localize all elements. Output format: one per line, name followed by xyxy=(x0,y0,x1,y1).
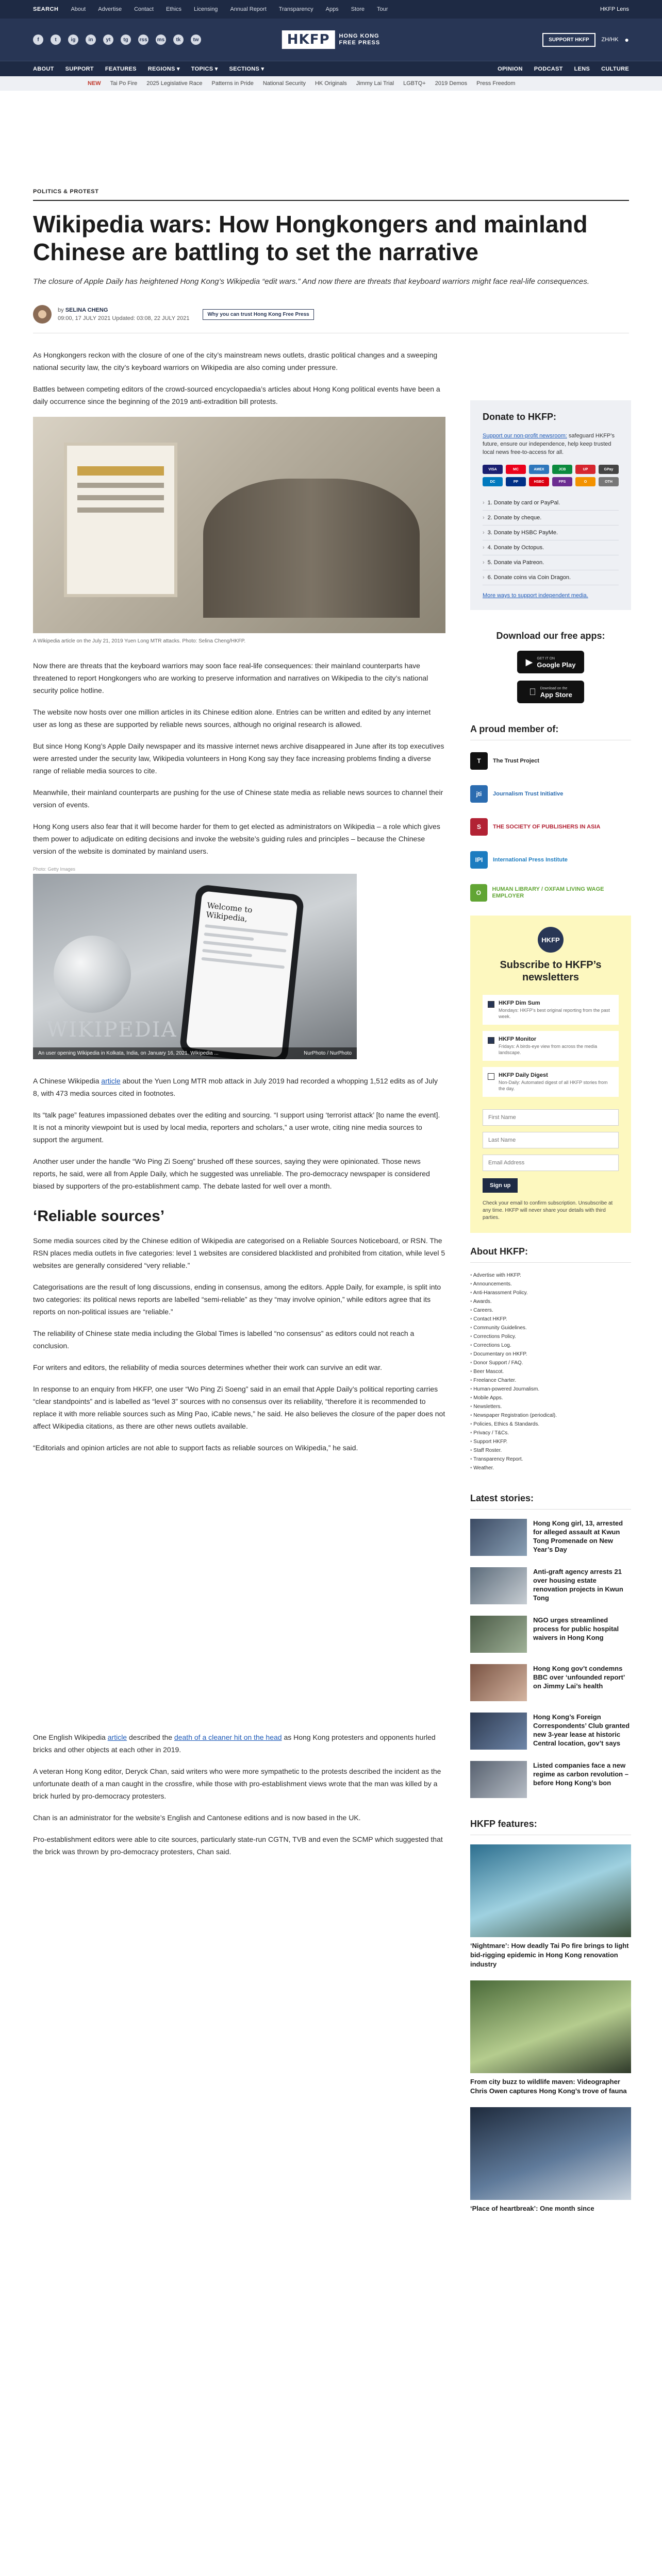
trending-link[interactable]: National Security xyxy=(262,80,306,87)
support-hkfp-button[interactable]: SUPPORT HKFP xyxy=(542,33,595,47)
app-store-button[interactable] xyxy=(517,681,584,703)
social-links xyxy=(33,35,201,45)
donate-option[interactable] xyxy=(483,511,619,526)
donate-option-label: 3. Donate by HSBC PayMe. xyxy=(487,530,558,536)
trending-link[interactable]: HK Originals xyxy=(315,80,347,87)
about-link[interactable]: • Freelance Charter. xyxy=(470,1376,631,1385)
memberships-widget xyxy=(470,724,631,903)
about-link[interactable]: • Corrections Log. xyxy=(470,1341,631,1350)
member-trust-project[interactable] xyxy=(470,751,631,771)
byline-text xyxy=(58,306,189,323)
email-field[interactable] xyxy=(483,1155,619,1171)
text-run: One English Wikipedia xyxy=(33,1733,108,1741)
feature-item[interactable] xyxy=(470,1844,631,1969)
feature-headline: From city buzz to wildlife maven: Videographer Chris Owen captures Hong Kong’s trove of fauna xyxy=(470,2078,627,2095)
donate-intro-link[interactable]: Support our non-profit newsroom: xyxy=(483,433,567,439)
first-name-field[interactable] xyxy=(483,1109,619,1126)
store-big: App Store xyxy=(536,691,569,699)
member-name: THE SOCIETY OF PUBLISHERS IN ASIA xyxy=(493,823,601,830)
donate-widget xyxy=(470,400,631,610)
photo-figures xyxy=(203,479,420,618)
trending-link[interactable]: Patterns in Pride xyxy=(211,80,254,87)
story-headline: Listed companies face a new regime as carbon revolution – before Hong Kong’s bon xyxy=(533,1761,628,1787)
feature-item[interactable] xyxy=(470,2107,631,2213)
about-link[interactable]: • Newspaper Registration (periodical). xyxy=(470,1411,631,1420)
about-link[interactable]: • Newsletters. xyxy=(470,1402,631,1411)
header-actions xyxy=(542,33,629,47)
top-link[interactable]: Tour xyxy=(376,6,388,12)
sidebar xyxy=(470,349,631,2225)
member-ipi[interactable] xyxy=(470,850,631,870)
about-list xyxy=(470,1271,631,1472)
trending-link[interactable]: Press Freedom xyxy=(476,80,516,87)
paragraph: Battles between competing editors of the crowd-sourced encyclopaedia’s articles about Hong Kong political events have been a daily occurrence since the beginning of the 2019 anti-extradition bill protests. xyxy=(33,385,440,405)
paragraph: Its “talk page” features impassioned debates over the editing and sourcing. “I support using ‘terrorist attack’ [to name the event]. It is not a minority viewpoint but is used by local media, reporters and scholars,” a user wrote, citing nine media sources to support the argument. xyxy=(33,1111,440,1144)
about-link[interactable]: • Support HKFP. xyxy=(470,1437,631,1446)
member-jti[interactable] xyxy=(470,784,631,804)
chevron-right-icon: › xyxy=(483,515,485,521)
about-link[interactable]: • Mobile Apps. xyxy=(470,1394,631,1402)
chevron-right-icon: › xyxy=(483,500,485,506)
twitter-icon[interactable]: t xyxy=(51,35,61,45)
about-link[interactable]: • Corrections Policy. xyxy=(470,1332,631,1341)
donate-intro xyxy=(483,432,619,456)
feature-headline: ‘Nightmare’: How deadly Tai Po fire brings to light bid-rigging epidemic in Hong Kong renovation industry xyxy=(470,1942,629,1968)
logo-wordmark xyxy=(339,33,380,46)
byline-prefix: by xyxy=(58,307,64,313)
trending-link[interactable]: 2025 Legislative Race xyxy=(146,80,203,87)
chevron-right-icon: › xyxy=(483,545,485,551)
story-headline: NGO urges streamlined process for public hospital waivers in Hong Kong xyxy=(533,1616,619,1641)
rss-icon[interactable]: rss xyxy=(138,35,148,45)
telegram-icon[interactable]: tg xyxy=(121,35,131,45)
story-headline: Hong Kong’s Foreign Correspondents’ Club granted new 3-year lease at historic Central location, gov’t says xyxy=(533,1713,630,1747)
paragraph: “Editorials and opinion articles are not able to support facts as reliable sources on Wikipedia,” he said. xyxy=(33,1444,358,1452)
newsletter-widget xyxy=(470,916,631,1233)
logo-line: FREE PRESS xyxy=(339,40,380,46)
story-thumbnail xyxy=(470,1616,527,1653)
store-small: Download on the xyxy=(536,687,564,690)
wikipedia-phone-photo[interactable] xyxy=(33,874,357,1059)
newsletter-name: HKFP Monitor xyxy=(499,1036,537,1042)
nav-about[interactable]: ABOUT xyxy=(33,65,54,72)
feature-headline: ‘Place of heartbreak’: One month since xyxy=(470,2205,594,2212)
paragraph: Categorisations are the result of long discussions, ending in consensus, among the editors. Apple Daily, for example, is split into two categories: its political news reports are labelled “semi-reliable” as they “may involve opinion,” while editors agree that its reports on non-political issues are “reliable.” xyxy=(33,1283,441,1316)
mastercard-icon: MC xyxy=(506,465,526,474)
latest-stories-widget xyxy=(470,1493,631,1798)
jti-icon: jti xyxy=(470,785,488,803)
features-title: HKFP features: xyxy=(470,1819,631,1835)
about-link[interactable]: • Awards. xyxy=(470,1297,631,1306)
paragraph: Another user under the handle “Wo Ping Zi Soeng” brushed off these sources, saying they were opinionated. Those news reports, he said, were all from Apple Daily, which he suggested was unreliable. The pro-democracy newspaper is considered biased by supporters of the pro-establishment camp. The debate lasted for well over a month. xyxy=(33,1157,430,1190)
memberships-title: A proud member of: xyxy=(470,724,631,740)
feature-item[interactable] xyxy=(470,1980,631,2096)
instagram-icon[interactable]: ig xyxy=(68,35,78,45)
donate-intro-text: safeguard HKFP’s future, ensure our independence, help keep trusted local news free-to-access for all. xyxy=(483,433,615,455)
donate-option[interactable] xyxy=(483,570,619,585)
oxfam-icon: O xyxy=(470,884,487,902)
donate-options xyxy=(483,496,619,585)
google-play-button[interactable] xyxy=(517,651,584,673)
ipi-icon: IPI xyxy=(470,851,488,869)
nav-lens[interactable]: LENS xyxy=(574,65,590,72)
top-link[interactable]: Ethics xyxy=(166,6,181,12)
content-columns xyxy=(33,349,629,2225)
top-link[interactable]: Licensing xyxy=(193,6,218,12)
donate-option[interactable] xyxy=(483,496,619,511)
about-link[interactable]: • Privacy / T&Cs. xyxy=(470,1429,631,1437)
chevron-right-icon: › xyxy=(483,560,485,566)
linkedin-icon[interactable]: in xyxy=(86,35,96,45)
apple-icon xyxy=(529,687,536,698)
about-link[interactable]: • Policies, Ethics & Standards. xyxy=(470,1420,631,1429)
tiktok-icon[interactable]: tk xyxy=(173,35,184,45)
photo-caption: A Wikipedia article on the July 21, 2019 Yuen Long MTR attacks. Photo: Selina Cheng/HKFP. xyxy=(33,638,246,644)
byline xyxy=(33,305,629,333)
store-big: Google Play xyxy=(537,661,576,669)
story-thumbnail xyxy=(470,1567,527,1604)
story-item[interactable] xyxy=(470,1761,631,1798)
phone-screen xyxy=(186,891,298,1058)
trust-link[interactable]: Why you can trust Hong Kong Free Press xyxy=(203,309,313,320)
article-link[interactable]: death of a cleaner hit on the head xyxy=(174,1733,282,1741)
amex-icon: AMEX xyxy=(529,465,549,474)
about-link[interactable]: • Staff Roster. xyxy=(470,1446,631,1455)
newsletter-name: HKFP Dim Sum xyxy=(499,1000,540,1006)
nav-podcast[interactable]: PODCAST xyxy=(534,65,563,72)
embedded-getty-image xyxy=(33,867,357,1059)
about-link[interactable]: • Beer Mascot. xyxy=(470,1367,631,1376)
divider xyxy=(33,200,629,201)
more-ways-link[interactable]: More ways to support independent media. xyxy=(483,592,588,599)
member-name: International Press Institute xyxy=(493,856,568,863)
diners-icon: DC xyxy=(483,477,503,486)
site-header xyxy=(0,19,662,61)
nav-sections[interactable]: SECTIONS ▾ xyxy=(229,66,264,72)
main-nav xyxy=(0,61,662,76)
octopus-icon: O xyxy=(575,477,595,486)
image-credit: Photo: Getty Images xyxy=(33,867,76,872)
paragraph xyxy=(33,1075,445,1099)
top-links xyxy=(33,6,388,12)
top-link[interactable]: Transparency xyxy=(278,6,313,12)
top-link[interactable]: About xyxy=(71,6,86,12)
top-link[interactable]: Store xyxy=(351,6,365,12)
search-link[interactable]: SEARCH xyxy=(33,6,59,12)
newsletter-option[interactable] xyxy=(483,995,619,1025)
top-link[interactable]: Contact xyxy=(134,6,154,12)
paragraph: Meanwhile, their mainland counterparts are pushing for the use of Chinese state media as reliable news sources to channel their version of events. xyxy=(33,788,443,809)
donate-option-label: 5. Donate via Patreon. xyxy=(487,560,544,566)
section-heading: ‘Reliable sources’ xyxy=(33,1208,165,1225)
member-name: HUMAN LIBRARY / OXFAM LIVING WAGE EMPLOYER xyxy=(492,886,604,899)
story-item[interactable] xyxy=(470,1567,631,1604)
mastodon-icon[interactable]: ms xyxy=(156,35,166,45)
newsletter-desc: Fridays: A birds-eye view from across the media landscape. xyxy=(499,1044,598,1055)
apps-widget xyxy=(470,631,631,703)
newsletter-title: Subscribe to HKFP’s newsletters xyxy=(500,959,602,983)
phone-graphic xyxy=(179,884,304,1059)
about-link[interactable]: • Weather. xyxy=(470,1464,631,1472)
donate-option[interactable] xyxy=(483,526,619,540)
donate-option-label: 1. Donate by card or PayPal. xyxy=(487,500,560,506)
nav-opinion[interactable]: OPINION xyxy=(498,65,523,72)
paragraph: Pro-establishment editors were able to cite sources, particularly state-run CGTN, TVB and even the SCMP which suggested that the brick was thrown by pro-democracy protesters, Chan said. xyxy=(33,1835,443,1856)
other-payment-icon: OTH xyxy=(599,477,619,486)
paragraph: The website now hosts over one million articles in its Chinese edition alone. Entries can be written and edited by any internet user as long as these are supported by reliable news sources, although no original research is allowed. xyxy=(33,708,431,728)
article-standfirst: The closure of Apple Daily has heightened Hong Kong’s Wikipedia “edit wars.” And now there are threats that keyboard warriors might face real-life consequences. xyxy=(33,277,590,286)
about-link[interactable]: • Contact HKFP. xyxy=(470,1315,631,1324)
story-item[interactable] xyxy=(470,1519,631,1556)
section-tag[interactable]: POLITICS & PROTEST xyxy=(33,189,99,195)
trending-link[interactable]: Tai Po Fire xyxy=(110,80,138,87)
trending-link[interactable]: Jimmy Lai Trial xyxy=(356,80,394,87)
paragraph: Chan is an administrator for the website’s English and Cantonese editions and is now based in the UK. xyxy=(33,1814,361,1822)
wikipedia-wordmark: WIKIPEDIA xyxy=(46,1018,177,1042)
image-caption: An user opening Wikipedia in Kolkata, India, on January 16, 2021. Wikipedia ... xyxy=(38,1050,219,1056)
paragraph: In response to an enquiry from HKFP, one user “Wo Ping Zi Soeng” said in an email that Apple Daily’s political reporting carries “clear standpoints” and is labelled as “level 3” sources with no consensus over its reliability, “therefore it is recommended to replace it with more reliable sources such as Ming Pao, iCable news,” he said. He also believes the closure of the paper does not affect Wikipedia citations, as there are other news outlets available. xyxy=(33,1385,445,1430)
story-headline: Anti-graft agency arrests 21 over housing estate renovation projects in Kwun Tong xyxy=(533,1568,623,1602)
article-body xyxy=(33,349,445,2225)
logo-mark: HKFP xyxy=(282,30,335,49)
feature-image xyxy=(470,1980,631,2073)
newsletter-desc: Mondays: HKFP’s best original reporting from the past week. xyxy=(499,1008,610,1019)
newsletter-desc: Non-Daily: Automated digest of all HKFP stories from the day. xyxy=(499,1080,608,1091)
donate-option-label: 2. Donate by cheque. xyxy=(487,515,542,521)
jcb-icon: JCB xyxy=(552,465,572,474)
photo-poster xyxy=(64,443,177,597)
donate-option-label: 6. Donate coins via Coin Dragon. xyxy=(487,574,571,581)
story-thumbnail xyxy=(470,1519,527,1556)
checkbox[interactable] xyxy=(488,1001,494,1008)
wikipedia-globe-icon xyxy=(54,936,131,1013)
image-caption-bar xyxy=(33,1047,357,1059)
article-link[interactable]: article xyxy=(101,1077,121,1085)
article-dates: 09:00, 17 JULY 2021 Updated: 03:08, 22 JULY 2021 xyxy=(58,315,190,321)
nav-support[interactable]: SUPPORT xyxy=(65,65,94,72)
donate-title: Donate to HKFP: xyxy=(483,412,556,422)
hsbc-icon: HSBC xyxy=(529,477,549,486)
story-item[interactable] xyxy=(470,1616,631,1653)
hkfp-logo-icon: HKFP xyxy=(538,927,564,953)
top-link[interactable]: Advertise xyxy=(98,6,122,12)
logo-line: HONG KONG xyxy=(339,33,379,39)
sopa-icon: S xyxy=(470,818,488,836)
story-item[interactable] xyxy=(470,1713,631,1750)
site-logo[interactable] xyxy=(282,30,380,49)
nav-right xyxy=(486,66,629,72)
image-agency: NurPhoto / NurPhoto xyxy=(304,1050,352,1056)
payment-methods xyxy=(483,465,619,486)
checkbox[interactable] xyxy=(488,1037,494,1044)
story-thumbnail xyxy=(470,1761,527,1798)
story-headline: Hong Kong girl, 13, arrested for alleged assault at Kwun Tong Promenade on New Year’s Day xyxy=(533,1519,623,1553)
paragraph: For writers and editors, the reliability of media sources determines whether their work can survive an edit war. xyxy=(33,1363,382,1371)
paragraph: Hong Kong users also fear that it will become harder for them to get elected as administrators on Wikipedia – a role which gives them power to adjudicate on editing decisions and invoke the website’s guiding rules and principles – because the Chinese version of the website is dominated by mainland users. xyxy=(33,822,440,855)
paragraph xyxy=(33,1731,445,1756)
chevron-right-icon: › xyxy=(483,574,485,581)
story-thumbnail xyxy=(470,1664,527,1701)
trending-link[interactable]: 2019 Demos xyxy=(435,80,468,87)
newsletter-option[interactable] xyxy=(483,1031,619,1061)
nav-features[interactable]: FEATURES xyxy=(105,65,137,72)
text-run: described the xyxy=(127,1733,174,1741)
about-link[interactable]: • Anti-Harassment Policy. xyxy=(470,1289,631,1297)
features-widget xyxy=(470,1819,631,2213)
visa-icon: VISA xyxy=(483,465,503,474)
last-name-field[interactable] xyxy=(483,1132,619,1148)
text-run: as Hong Kong protesters and opponents hurled bricks and other objects at each other in 2019. xyxy=(33,1733,436,1754)
threads-icon[interactable]: tw xyxy=(191,35,201,45)
googlepay-icon: GPay xyxy=(599,465,619,474)
donate-option-label: 4. Donate by Octopus. xyxy=(487,545,544,551)
facebook-icon[interactable]: f xyxy=(33,35,43,45)
spacer xyxy=(33,1463,445,1731)
about-link[interactable]: • Donor Support / FAQ. xyxy=(470,1359,631,1367)
text-run: A Chinese Wikipedia xyxy=(33,1077,102,1085)
about-link[interactable]: • Announcements. xyxy=(470,1280,631,1289)
feature-image xyxy=(470,2107,631,2200)
paragraph: A veteran Hong Kong editor, Deryck Chan, said writers who were more sympathetic to the protests described the incident as the unfortunate death of a man caught in the crossfire, while those with pro-establishment views wrote that the man was killed by a brick hurled by pro-democracy protesters. xyxy=(33,1767,441,1800)
member-name: The Trust Project xyxy=(493,757,539,764)
author-avatar[interactable] xyxy=(33,305,52,324)
top-utility-bar xyxy=(0,0,662,19)
unionpay-icon: UP xyxy=(575,465,595,474)
latest-title: Latest stories: xyxy=(470,1493,631,1510)
newsletter-option[interactable] xyxy=(483,1067,619,1097)
article-title: Wikipedia wars: How Hongkongers and mainland Chinese are battling to set the narrative xyxy=(33,211,588,265)
paragraph: The reliability of Chinese state media including the Global Times is labelled “no consensus” as editors could not reach a conclusion. xyxy=(33,1329,415,1350)
paragraph: Now there are threats that the keyboard warriors may soon face real-life consequences: their mainland counterparts have threatened to report Hongkongers who are working to preserve information and narratives on Wikipedia to the city’s national security police hotline. xyxy=(33,662,428,694)
new-badge: NEW xyxy=(88,80,101,87)
paragraph: Some media sources cited by the Chinese edition of Wikipedia are categorised on a Reliable Sources Noticeboard, or RSN. The RSN places media outlets in five categories: level 1 websites are considered blacklisted and prohibited from citation, while level 5 websites are generally considered “very reliable.” xyxy=(33,1236,445,1269)
nav-topics[interactable]: TOPICS ▾ xyxy=(191,66,218,72)
lens-link[interactable]: HKFP Lens xyxy=(600,6,629,12)
nav-regions[interactable]: REGIONS ▾ xyxy=(147,66,180,72)
story-headline: Hong Kong gov’t condemns BBC over ‘unfounded report’ on Jimmy Lai’s health xyxy=(533,1665,625,1690)
about-link[interactable]: • Careers. xyxy=(470,1306,631,1315)
youtube-icon[interactable]: yt xyxy=(103,35,113,45)
checkbox[interactable] xyxy=(488,1073,494,1080)
trust-project-icon: T xyxy=(470,752,488,770)
story-thumbnail xyxy=(470,1713,527,1750)
account-icon[interactable]: ● xyxy=(624,36,629,44)
paragraph: As Hongkongers reckon with the closure of one of the city’s mainstream news outlets, drastic political changes and a sweeping national security law, the city’s keyboard warriors on Wikipedia are also coming under pressure. xyxy=(33,351,438,371)
member-oxfam[interactable] xyxy=(470,883,631,903)
sign-up-button[interactable]: Sign up xyxy=(483,1178,518,1193)
about-title: About HKFP: xyxy=(470,1246,631,1263)
donate-option[interactable] xyxy=(483,540,619,555)
trending-link[interactable]: LGBTQ+ xyxy=(403,80,426,87)
donate-option[interactable] xyxy=(483,555,619,570)
text-run: about the Yuen Long MTR mob attack in July 2019 had recorded a whopping 1,512 edits as of July 8, with 473 media sources cited in footnotes. xyxy=(33,1077,438,1097)
fps-icon: FPS xyxy=(552,477,572,486)
phone-screen-title: Welcome to Wikipedia, xyxy=(205,901,253,924)
feature-image xyxy=(470,1844,631,1937)
newsletter-note: Check your email to confirm subscription. Unsubscribe at any time. HKFP will never share your details with third parties. xyxy=(483,1200,613,1221)
author-name[interactable]: SELINA CHENG xyxy=(65,307,108,313)
top-link[interactable]: Annual Report xyxy=(230,6,267,12)
about-link[interactable]: • Human-powered Journalism. xyxy=(470,1385,631,1394)
about-widget xyxy=(470,1246,631,1472)
paypal-icon: PP xyxy=(506,477,526,486)
story-item[interactable] xyxy=(470,1664,631,1701)
about-link[interactable]: • Advertise with HKFP. xyxy=(470,1271,631,1280)
member-name: Journalism Trust Initiative xyxy=(493,790,564,797)
store-small: GET IT ON xyxy=(537,657,555,660)
language-switch[interactable]: ZH/HK xyxy=(601,37,619,43)
about-link[interactable]: • Community Guidelines. xyxy=(470,1324,631,1332)
about-link[interactable]: • Documentary on HKFP. xyxy=(470,1350,631,1359)
article-photo-yuen-long xyxy=(33,417,445,633)
paragraph: But since Hong Kong’s Apple Daily newspaper and its massive internet news archive disappeared in June after its top executives were arrested under the security law, Wikipedia volunteers in Hong Kong say they face increasing problems finding a diverse range of reliable media sources to cite. xyxy=(33,742,444,775)
nav-culture[interactable]: CULTURE xyxy=(601,65,629,72)
member-sopa[interactable] xyxy=(470,817,631,837)
article-wrapper xyxy=(0,189,662,2225)
about-link[interactable]: • Transparency Report. xyxy=(470,1455,631,1464)
play-icon: ▶ xyxy=(525,656,533,667)
top-link[interactable]: Apps xyxy=(325,6,339,12)
apps-title: Download our free apps: xyxy=(496,631,605,641)
trending-bar xyxy=(0,76,662,91)
article-link[interactable]: article xyxy=(107,1733,127,1741)
newsletter-name: HKFP Daily Digest xyxy=(499,1072,548,1078)
chevron-right-icon: › xyxy=(483,530,485,536)
